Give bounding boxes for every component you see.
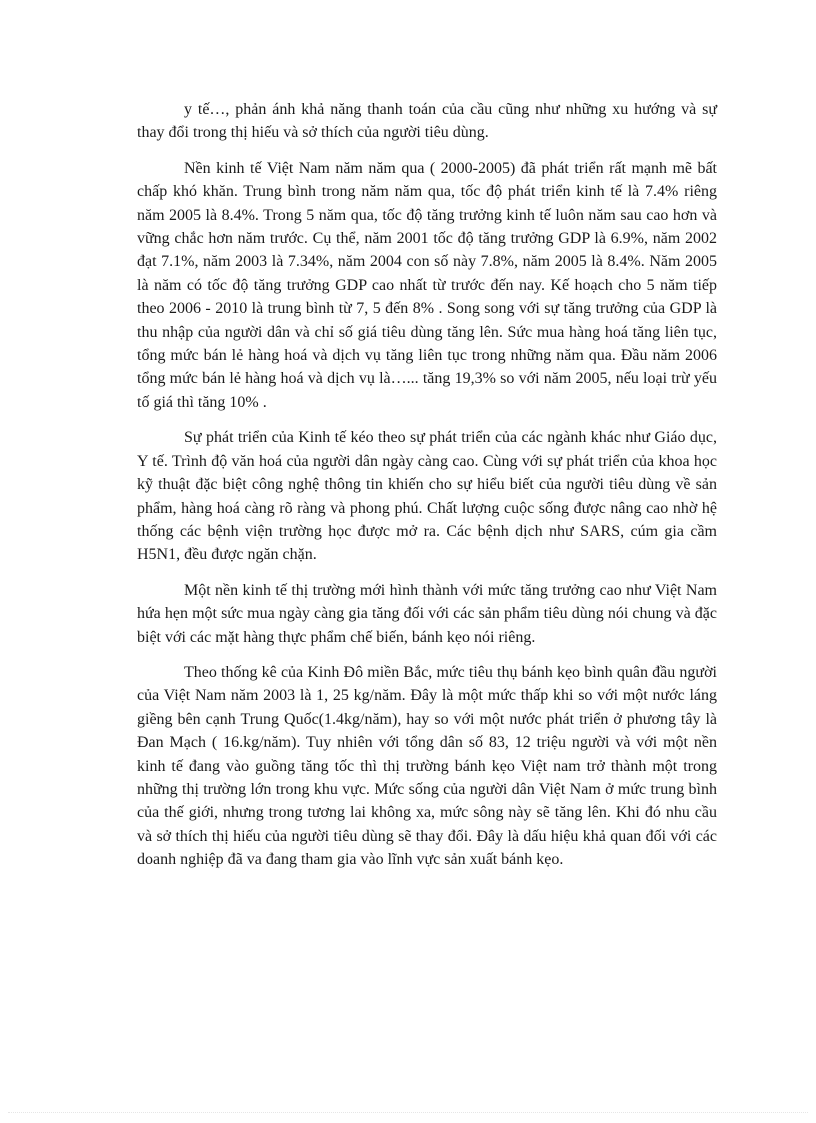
paragraph-2: Nền kinh tế Việt Nam năm năm qua ( 2000-2005) đã phát triển rất mạnh mẽ bất chấp khó khăn. Trung bình trong năm năm qua, tốc độ phát triển kinh tế là 7.4% riêng năm 2005 là 8.4%. Trong 5 năm qua, tốc độ tăng trưởng kinh tế luôn năm sau cao hơn và vững chắc hơn năm trước. Cụ thể, năm 2001 tốc độ tăng trưởng GDP là 6.9%, năm 2002 đạt 7.1%, năm 2003 là 7.34%, năm 2004 con số này 7.8%, năm 2005 là 8.4%. Năm 2005 là năm có tốc độ tăng trưởng GDP cao nhất từ trước đến nay. Kế hoạch cho 5 năm tiếp theo 2006 - 2010 là trung bình từ 7, 5 đến 8% . Song song với sự tăng trưởng của GDP là thu nhập của người dân và chỉ số giá tiêu dùng tăng lên. Sức mua hàng hoá tăng liên tục, tổng mức bán lẻ hàng hoá và dịch vụ tăng liên tục trong những năm qua. Đầu năm 2006 tổng mức bán lẻ hàng hoá và dịch vụ là…... tăng 19,3% so với năm 2005, nếu loại trừ yếu tố giá thì tăng 10% . — [137, 159, 717, 411]
page-bottom-border — [8, 1112, 808, 1113]
paragraph-3: Sự phát triển của Kinh tế kéo theo sự phát triển của các ngành khác như Giáo dục, Y tế. Trình độ văn hoá của người dân ngày càng cao. Cùng với sự phát triển của khoa học kỹ thuật đặc biệt công nghệ thông tin khiến cho sự hiểu biết của người tiêu dùng về sản phẩm, hàng hoá càng rõ ràng và phong phú. Chất lượng cuộc sống được nâng cao nhờ hệ thống các bệnh viện trường học được mở ra. Các bệnh dịch như SARS, cúm gia cầm H5N1, đều được ngăn chặn. — [137, 429, 717, 564]
document-body — [137, 98, 717, 884]
paragraph-1: y tế…, phản ánh khả năng thanh toán của cầu cũng như những xu hướng và sự thay đổi trong thị hiếu và sở thích của người tiêu dùng. — [137, 101, 717, 142]
paragraph-4: Một nền kinh tế thị trường mới hình thành với mức tăng trưởng cao như Việt Nam hứa hẹn một sức mua ngày càng gia tăng đối với các sản phẩm tiêu dùng nói chung và đặc biệt với các mặt hàng thực phẩm chế biến, bánh kẹo nói riêng. — [137, 581, 717, 646]
paragraph-5: Theo thống kê của Kinh Đô miền Bắc, mức tiêu thụ bánh kẹo bình quân đầu người của Việt Nam năm 2003 là 1, 25 kg/năm. Đây là một mức thấp khi so với một nước láng giềng bên cạnh Trung Quốc(1.4kg/năm), hay so với một nước phát triển ở phương tây là Đan Mạch ( 16.kg/năm). Tuy nhiên với tổng dân số 83, 12 triệu người và với một nền kinh tế đang vào guồng tăng tốc thì thị trường bánh kẹo Việt nam trở thành một trong những thị trường lớn trong khu vực. Mức sống của người dân Việt Nam ở mức trung bình của thế giới, nhưng trong tương lai không xa, mức sông này sẽ tăng lên. Khi đó nhu cầu và sở thích thị hiếu của người tiêu dùng sẽ thay đổi. Đây là dấu hiệu khả quan đối với các doanh nghiệp đã va đang tham gia vào lĩnh vực sản xuất bánh kẹo. — [137, 663, 717, 869]
